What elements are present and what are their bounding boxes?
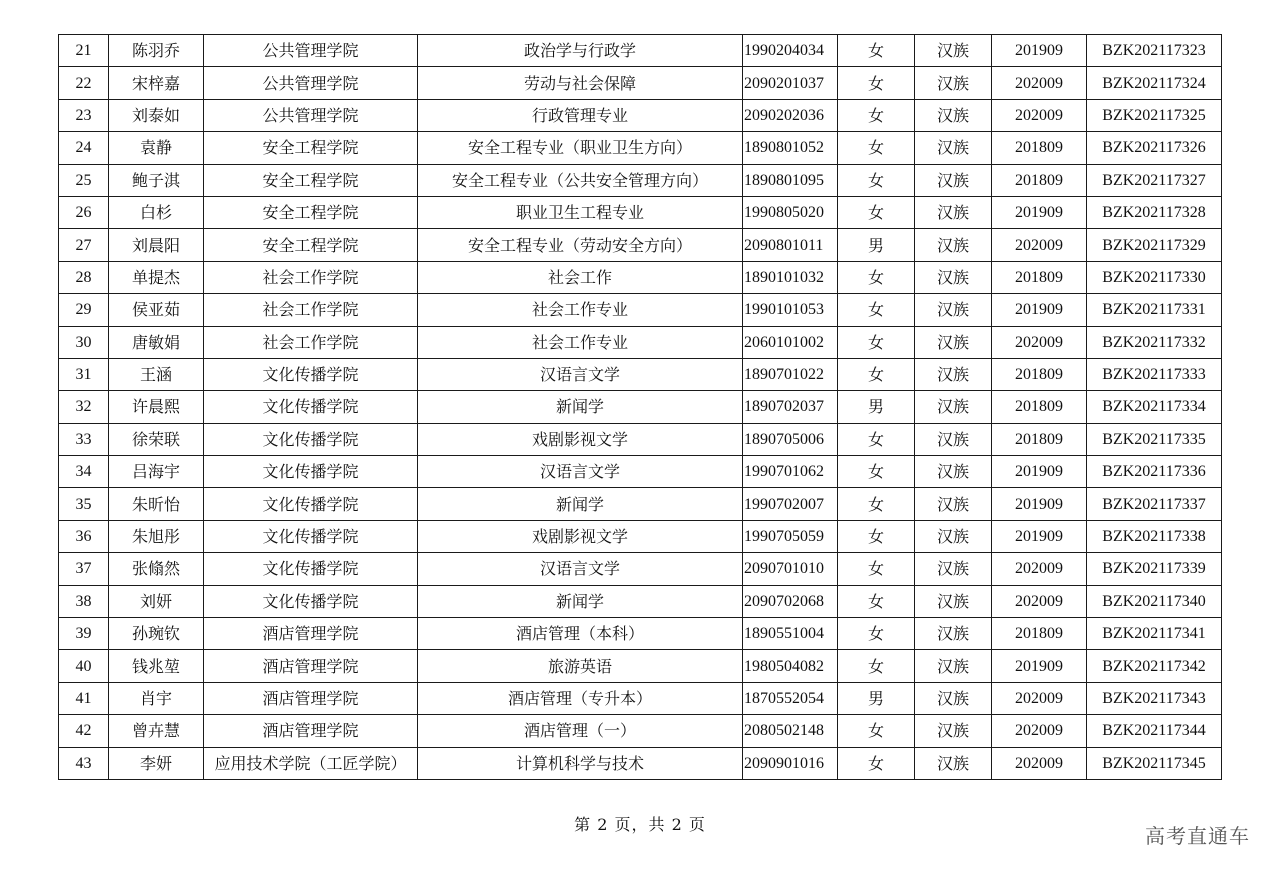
student-id-cell: 2090202036 (743, 99, 838, 131)
row-number-cell: 34 (59, 456, 109, 488)
ethnicity-cell: 汉族 (915, 682, 992, 714)
certificate-number-cell: BZK202117329 (1087, 229, 1222, 261)
gender-cell: 男 (838, 391, 915, 423)
certificate-number-cell: BZK202117343 (1087, 682, 1222, 714)
row-number-cell: 39 (59, 618, 109, 650)
student-id-cell: 1890701022 (743, 358, 838, 390)
gender-cell: 女 (838, 423, 915, 455)
college-cell: 文化传播学院 (204, 456, 418, 488)
table-row (59, 391, 1222, 423)
enrollment-cell: 202009 (992, 715, 1087, 747)
student-id-cell: 1990805020 (743, 196, 838, 228)
major-cell: 汉语言文学 (418, 553, 743, 585)
enrollment-cell: 201909 (992, 196, 1087, 228)
row-number-cell: 40 (59, 650, 109, 682)
table-row (59, 682, 1222, 714)
major-cell: 社会工作 (418, 261, 743, 293)
certificate-number-cell: BZK202117323 (1087, 35, 1222, 67)
table-body (59, 35, 1222, 780)
table-row (59, 520, 1222, 552)
table-row (59, 229, 1222, 261)
enrollment-cell: 201809 (992, 358, 1087, 390)
gender-cell: 男 (838, 229, 915, 261)
ethnicity-cell: 汉族 (915, 164, 992, 196)
student-name-cell: 唐敏娟 (109, 326, 204, 358)
row-number-cell: 29 (59, 294, 109, 326)
major-cell: 安全工程专业（公共安全管理方向） (418, 164, 743, 196)
certificate-number-cell: BZK202117342 (1087, 650, 1222, 682)
enrollment-cell: 201809 (992, 423, 1087, 455)
student-name-cell: 刘泰如 (109, 99, 204, 131)
ethnicity-cell: 汉族 (915, 423, 992, 455)
college-cell: 文化传播学院 (204, 488, 418, 520)
ethnicity-cell: 汉族 (915, 456, 992, 488)
student-id-cell: 2060101002 (743, 326, 838, 358)
ethnicity-cell: 汉族 (915, 488, 992, 520)
certificate-number-cell: BZK202117325 (1087, 99, 1222, 131)
gender-cell: 女 (838, 294, 915, 326)
college-cell: 安全工程学院 (204, 164, 418, 196)
student-name-cell: 张翛然 (109, 553, 204, 585)
ethnicity-cell: 汉族 (915, 294, 992, 326)
college-cell: 应用技术学院（工匠学院） (204, 747, 418, 779)
student-name-cell: 孙琬钦 (109, 618, 204, 650)
certificate-number-cell: BZK202117339 (1087, 553, 1222, 585)
student-id-cell: 1990701062 (743, 456, 838, 488)
enrollment-cell: 202009 (992, 229, 1087, 261)
enrollment-cell: 202009 (992, 585, 1087, 617)
table-row (59, 35, 1222, 67)
major-cell: 戏剧影视文学 (418, 423, 743, 455)
table-row (59, 326, 1222, 358)
student-name-cell: 白杉 (109, 196, 204, 228)
major-cell: 酒店管理（本科） (418, 618, 743, 650)
major-cell: 汉语言文学 (418, 358, 743, 390)
row-number-cell: 36 (59, 520, 109, 552)
ethnicity-cell: 汉族 (915, 553, 992, 585)
enrollment-cell: 202009 (992, 99, 1087, 131)
student-id-cell: 2090901016 (743, 747, 838, 779)
student-name-cell: 单提杰 (109, 261, 204, 293)
gender-cell: 女 (838, 196, 915, 228)
college-cell: 安全工程学院 (204, 132, 418, 164)
table-row (59, 715, 1222, 747)
certificate-number-cell: BZK202117328 (1087, 196, 1222, 228)
college-cell: 公共管理学院 (204, 35, 418, 67)
certificate-number-cell: BZK202117332 (1087, 326, 1222, 358)
enrollment-cell: 201809 (992, 164, 1087, 196)
college-cell: 文化传播学院 (204, 358, 418, 390)
college-cell: 文化传播学院 (204, 553, 418, 585)
student-name-cell: 袁静 (109, 132, 204, 164)
student-name-cell: 宋梓嘉 (109, 67, 204, 99)
certificate-number-cell: BZK202117341 (1087, 618, 1222, 650)
enrollment-cell: 201909 (992, 520, 1087, 552)
gender-cell: 女 (838, 99, 915, 131)
ethnicity-cell: 汉族 (915, 650, 992, 682)
table-row (59, 650, 1222, 682)
student-id-cell: 1890705006 (743, 423, 838, 455)
ethnicity-cell: 汉族 (915, 99, 992, 131)
certificate-number-cell: BZK202117334 (1087, 391, 1222, 423)
gender-cell: 女 (838, 326, 915, 358)
student-id-cell: 1990702007 (743, 488, 838, 520)
enrollment-cell: 202009 (992, 747, 1087, 779)
enrollment-cell: 201909 (992, 650, 1087, 682)
student-name-cell: 徐荣联 (109, 423, 204, 455)
major-cell: 酒店管理（一） (418, 715, 743, 747)
gender-cell: 女 (838, 35, 915, 67)
table-row (59, 164, 1222, 196)
row-number-cell: 31 (59, 358, 109, 390)
college-cell: 安全工程学院 (204, 229, 418, 261)
major-cell: 安全工程专业（劳动安全方向） (418, 229, 743, 261)
student-name-cell: 鲍子淇 (109, 164, 204, 196)
enrollment-cell: 202009 (992, 682, 1087, 714)
student-name-cell: 朱旭彤 (109, 520, 204, 552)
student-id-cell: 1890801052 (743, 132, 838, 164)
certificate-number-cell: BZK202117335 (1087, 423, 1222, 455)
major-cell: 职业卫生工程专业 (418, 196, 743, 228)
certificate-number-cell: BZK202117324 (1087, 67, 1222, 99)
enrollment-cell: 201809 (992, 391, 1087, 423)
ethnicity-cell: 汉族 (915, 618, 992, 650)
table-row (59, 423, 1222, 455)
certificate-number-cell: BZK202117345 (1087, 747, 1222, 779)
gender-cell: 男 (838, 682, 915, 714)
student-name-cell: 曾卉慧 (109, 715, 204, 747)
gender-cell: 女 (838, 747, 915, 779)
college-cell: 公共管理学院 (204, 99, 418, 131)
enrollment-cell: 202009 (992, 67, 1087, 99)
major-cell: 社会工作专业 (418, 294, 743, 326)
enrollment-cell: 201909 (992, 35, 1087, 67)
ethnicity-cell: 汉族 (915, 229, 992, 261)
major-cell: 戏剧影视文学 (418, 520, 743, 552)
ethnicity-cell: 汉族 (915, 391, 992, 423)
ethnicity-cell: 汉族 (915, 132, 992, 164)
ethnicity-cell: 汉族 (915, 585, 992, 617)
student-name-cell: 刘晨阳 (109, 229, 204, 261)
ethnicity-cell: 汉族 (915, 326, 992, 358)
row-number-cell: 27 (59, 229, 109, 261)
gender-cell: 女 (838, 67, 915, 99)
major-cell: 计算机科学与技术 (418, 747, 743, 779)
gender-cell: 女 (838, 488, 915, 520)
gender-cell: 女 (838, 358, 915, 390)
row-number-cell: 28 (59, 261, 109, 293)
row-number-cell: 37 (59, 553, 109, 585)
ethnicity-cell: 汉族 (915, 715, 992, 747)
college-cell: 公共管理学院 (204, 67, 418, 99)
ethnicity-cell: 汉族 (915, 196, 992, 228)
college-cell: 社会工作学院 (204, 294, 418, 326)
college-cell: 文化传播学院 (204, 585, 418, 617)
ethnicity-cell: 汉族 (915, 520, 992, 552)
student-id-cell: 1990705059 (743, 520, 838, 552)
student-id-cell: 2090702068 (743, 585, 838, 617)
enrollment-cell: 201909 (992, 456, 1087, 488)
gender-cell: 女 (838, 553, 915, 585)
major-cell: 行政管理专业 (418, 99, 743, 131)
row-number-cell: 32 (59, 391, 109, 423)
row-number-cell: 21 (59, 35, 109, 67)
college-cell: 文化传播学院 (204, 520, 418, 552)
major-cell: 新闻学 (418, 488, 743, 520)
gender-cell: 女 (838, 585, 915, 617)
student-id-cell: 1980504082 (743, 650, 838, 682)
certificate-number-cell: BZK202117337 (1087, 488, 1222, 520)
row-number-cell: 43 (59, 747, 109, 779)
row-number-cell: 35 (59, 488, 109, 520)
certificate-number-cell: BZK202117330 (1087, 261, 1222, 293)
certificate-number-cell: BZK202117333 (1087, 358, 1222, 390)
student-name-cell: 朱昕怡 (109, 488, 204, 520)
student-id-cell: 1890801095 (743, 164, 838, 196)
major-cell: 政治学与行政学 (418, 35, 743, 67)
gender-cell: 女 (838, 261, 915, 293)
student-id-cell: 1890101032 (743, 261, 838, 293)
college-cell: 酒店管理学院 (204, 650, 418, 682)
gender-cell: 女 (838, 520, 915, 552)
ethnicity-cell: 汉族 (915, 747, 992, 779)
certificate-number-cell: BZK202117331 (1087, 294, 1222, 326)
enrollment-cell: 201809 (992, 132, 1087, 164)
row-number-cell: 41 (59, 682, 109, 714)
row-number-cell: 24 (59, 132, 109, 164)
row-number-cell: 26 (59, 196, 109, 228)
row-number-cell: 38 (59, 585, 109, 617)
gender-cell: 女 (838, 164, 915, 196)
college-cell: 酒店管理学院 (204, 715, 418, 747)
enrollment-cell: 201909 (992, 294, 1087, 326)
table-row (59, 747, 1222, 779)
gender-cell: 女 (838, 618, 915, 650)
student-id-cell: 1890551004 (743, 618, 838, 650)
student-name-cell: 钱兆堃 (109, 650, 204, 682)
college-cell: 酒店管理学院 (204, 682, 418, 714)
gender-cell: 女 (838, 715, 915, 747)
student-id-cell: 1870552054 (743, 682, 838, 714)
student-list-table (58, 34, 1222, 780)
student-id-cell: 2090201037 (743, 67, 838, 99)
major-cell: 酒店管理（专升本） (418, 682, 743, 714)
row-number-cell: 42 (59, 715, 109, 747)
college-cell: 酒店管理学院 (204, 618, 418, 650)
table-row (59, 132, 1222, 164)
gender-cell: 女 (838, 132, 915, 164)
college-cell: 文化传播学院 (204, 423, 418, 455)
certificate-number-cell: BZK202117340 (1087, 585, 1222, 617)
student-id-cell: 1890702037 (743, 391, 838, 423)
enrollment-cell: 201809 (992, 261, 1087, 293)
ethnicity-cell: 汉族 (915, 67, 992, 99)
student-name-cell: 许晨熙 (109, 391, 204, 423)
student-id-cell: 2090801011 (743, 229, 838, 261)
student-name-cell: 刘妍 (109, 585, 204, 617)
certificate-number-cell: BZK202117336 (1087, 456, 1222, 488)
row-number-cell: 33 (59, 423, 109, 455)
enrollment-cell: 201809 (992, 618, 1087, 650)
watermark-text: 高考直通车 (1145, 824, 1250, 848)
table-row (59, 294, 1222, 326)
student-id-cell: 2090701010 (743, 553, 838, 585)
student-name-cell: 王涵 (109, 358, 204, 390)
row-number-cell: 22 (59, 67, 109, 99)
student-id-cell: 2080502148 (743, 715, 838, 747)
gender-cell: 女 (838, 456, 915, 488)
major-cell: 劳动与社会保障 (418, 67, 743, 99)
row-number-cell: 25 (59, 164, 109, 196)
major-cell: 旅游英语 (418, 650, 743, 682)
certificate-number-cell: BZK202117326 (1087, 132, 1222, 164)
table-row (59, 585, 1222, 617)
student-name-cell: 肖宇 (109, 682, 204, 714)
college-cell: 安全工程学院 (204, 196, 418, 228)
table-row (59, 553, 1222, 585)
major-cell: 汉语言文学 (418, 456, 743, 488)
enrollment-cell: 202009 (992, 553, 1087, 585)
student-id-cell: 1990204034 (743, 35, 838, 67)
table-row (59, 488, 1222, 520)
major-cell: 社会工作专业 (418, 326, 743, 358)
table-row (59, 67, 1222, 99)
certificate-number-cell: BZK202117327 (1087, 164, 1222, 196)
major-cell: 新闻学 (418, 391, 743, 423)
ethnicity-cell: 汉族 (915, 35, 992, 67)
student-name-cell: 陈羽乔 (109, 35, 204, 67)
certificate-number-cell: BZK202117344 (1087, 715, 1222, 747)
college-cell: 文化传播学院 (204, 391, 418, 423)
enrollment-cell: 202009 (992, 326, 1087, 358)
row-number-cell: 30 (59, 326, 109, 358)
ethnicity-cell: 汉族 (915, 261, 992, 293)
college-cell: 社会工作学院 (204, 326, 418, 358)
student-name-cell: 李妍 (109, 747, 204, 779)
page-footer: 第 2 页，共 2 页 (574, 815, 706, 834)
row-number-cell: 23 (59, 99, 109, 131)
student-name-cell: 吕海宇 (109, 456, 204, 488)
ethnicity-cell: 汉族 (915, 358, 992, 390)
student-id-cell: 1990101053 (743, 294, 838, 326)
table-row (59, 196, 1222, 228)
enrollment-cell: 201909 (992, 488, 1087, 520)
table-row (59, 456, 1222, 488)
table-row (59, 358, 1222, 390)
major-cell: 新闻学 (418, 585, 743, 617)
college-cell: 社会工作学院 (204, 261, 418, 293)
certificate-number-cell: BZK202117338 (1087, 520, 1222, 552)
gender-cell: 女 (838, 650, 915, 682)
table-row (59, 99, 1222, 131)
table-row (59, 261, 1222, 293)
major-cell: 安全工程专业（职业卫生方向） (418, 132, 743, 164)
table-row (59, 618, 1222, 650)
student-name-cell: 侯亚茹 (109, 294, 204, 326)
